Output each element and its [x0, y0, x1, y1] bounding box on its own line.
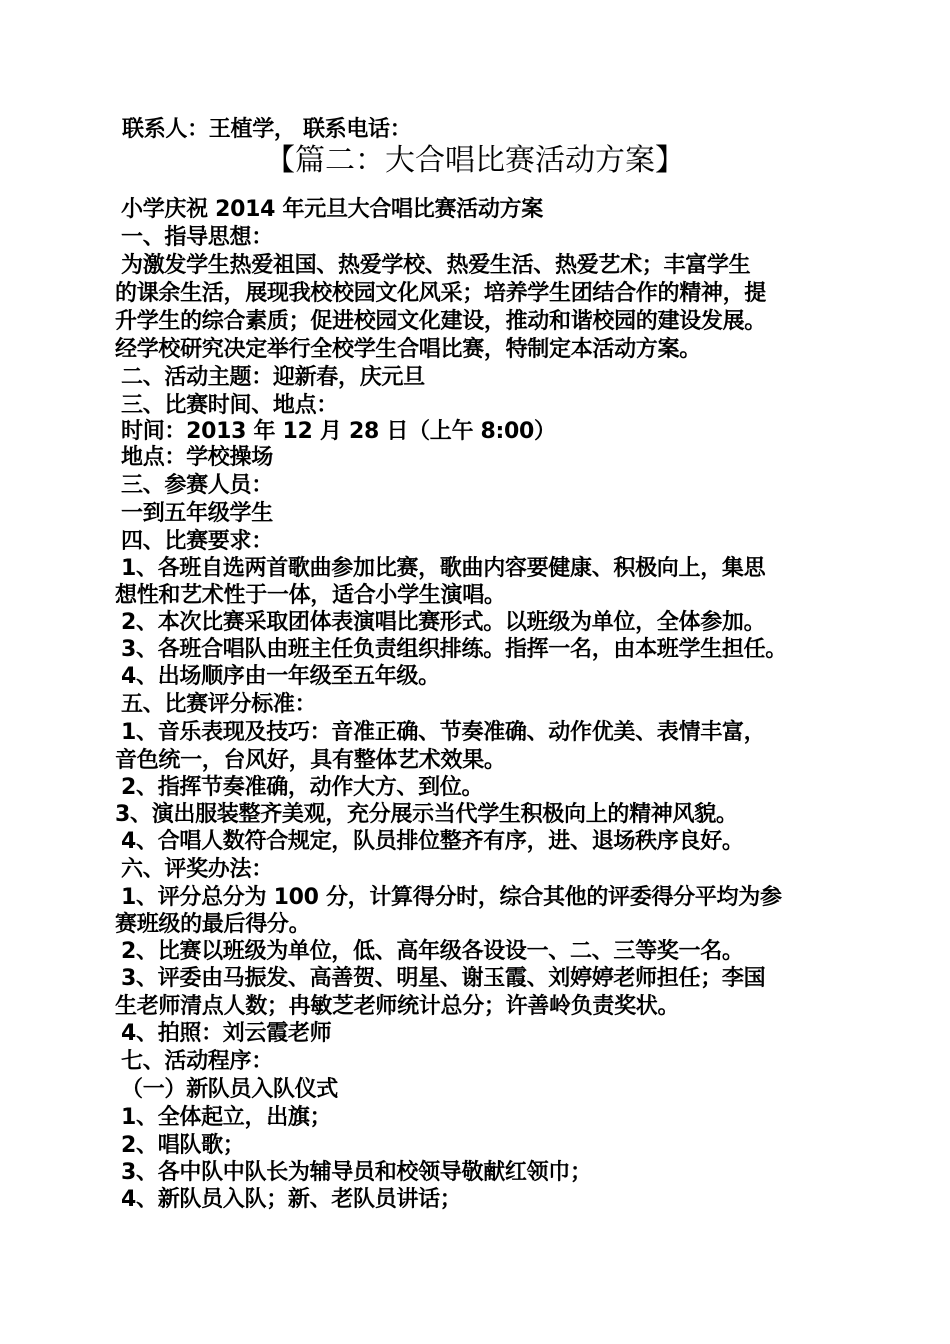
text-line: 3、各班合唱队由班主任负责组织排练。指挥一名，由本班学生担任。	[121, 637, 788, 662]
text-line: 1、音乐表现及技巧：音准正确、节奏准确、动作优美、表情丰富，	[121, 720, 766, 745]
text-line: 升学生的综合素质；促进校园文化建设，推动和谐校园的建设发展。	[115, 309, 767, 334]
text-line: 4、拍照：刘云霞老师	[121, 1021, 332, 1046]
text-line: 音色统一，台风好，具有整体艺术效果。	[115, 748, 506, 773]
text-line: 3、各中队中队长为辅导员和校领导敬献红领巾；	[121, 1160, 592, 1185]
text-line: 1、全体起立，出旗；	[121, 1105, 332, 1130]
text-line: 4、新队员入队；新、老队员讲话；	[121, 1187, 462, 1212]
text-line: 三、参赛人员：	[121, 473, 273, 498]
text-line: 2、唱队歌；	[121, 1133, 245, 1158]
text-line: 七、活动程序：	[121, 1049, 273, 1074]
text-line: 赛班级的最后得分。	[115, 912, 311, 937]
text-line: 时间：2013 年 12 月 28 日（上午 8:00）	[121, 419, 556, 444]
contact-line: 联系人：王植学， 联系电话：	[122, 117, 412, 142]
text-line: 2、本次比赛采取团体表演唱比赛形式。以班级为单位，全体参加。	[121, 610, 766, 635]
text-line: 4、合唱人数符合规定，队员排位整齐有序，进、退场秩序良好。	[121, 829, 744, 854]
text-line: 想性和艺术性于一体，适合小学生演唱。	[115, 583, 506, 608]
text-line: 3、演出服装整齐美观，充分展示当代学生积极向上的精神风貌。	[115, 802, 738, 827]
text-line: 的课余生活，展现我校校园文化风采；培养学生团结合作的精神，提	[115, 281, 767, 306]
text-line: 二、活动主题：迎新春，庆元旦	[121, 365, 425, 390]
text-line: 1、评分总分为 100 分，计算得分时，综合其他的评委得分平均为参	[121, 885, 782, 910]
text-line: 四、比赛要求：	[121, 529, 273, 554]
text-line: 一到五年级学生	[121, 501, 273, 526]
text-line: 2、比赛以班级为单位，低、高年级各设设一、二、三等奖一名。	[121, 939, 744, 964]
text-line: 为激发学生热爱祖国、热爱学校、热爱生活、热爱艺术；丰富学生	[121, 253, 751, 278]
text-line: 3、评委由马振发、高善贺、明星、谢玉霞、刘婷婷老师担任；李国	[121, 966, 766, 991]
text-line: 三、比赛时间、地点：	[121, 393, 339, 418]
text-line: 生老师清点人数；冉敏芝老师统计总分；许善岭负责奖状。	[115, 994, 680, 1019]
text-line: 一、指导思想：	[121, 225, 273, 250]
text-line: 五、比赛评分标准：	[121, 692, 317, 717]
text-line: 地点：学校操场	[121, 445, 273, 470]
text-line: 4、出场顺序由一年级至五年级。	[121, 664, 440, 689]
plan-title: 小学庆祝 2014 年元旦大合唱比赛活动方案	[121, 197, 543, 222]
text-line: 经学校研究决定举行全校学生合唱比赛，特制定本活动方案。	[115, 337, 701, 362]
text-line: （一）新队员入队仪式	[121, 1077, 339, 1102]
text-line: 六、评奖办法：	[121, 857, 273, 882]
text-line: 2、指挥节奏准确，动作大方、到位。	[121, 775, 484, 800]
section-heading: 【篇二：大合唱比赛活动方案】	[265, 143, 685, 178]
text-line: 1、各班自选两首歌曲参加比赛，歌曲内容要健康、积极向上，集思	[121, 556, 766, 581]
